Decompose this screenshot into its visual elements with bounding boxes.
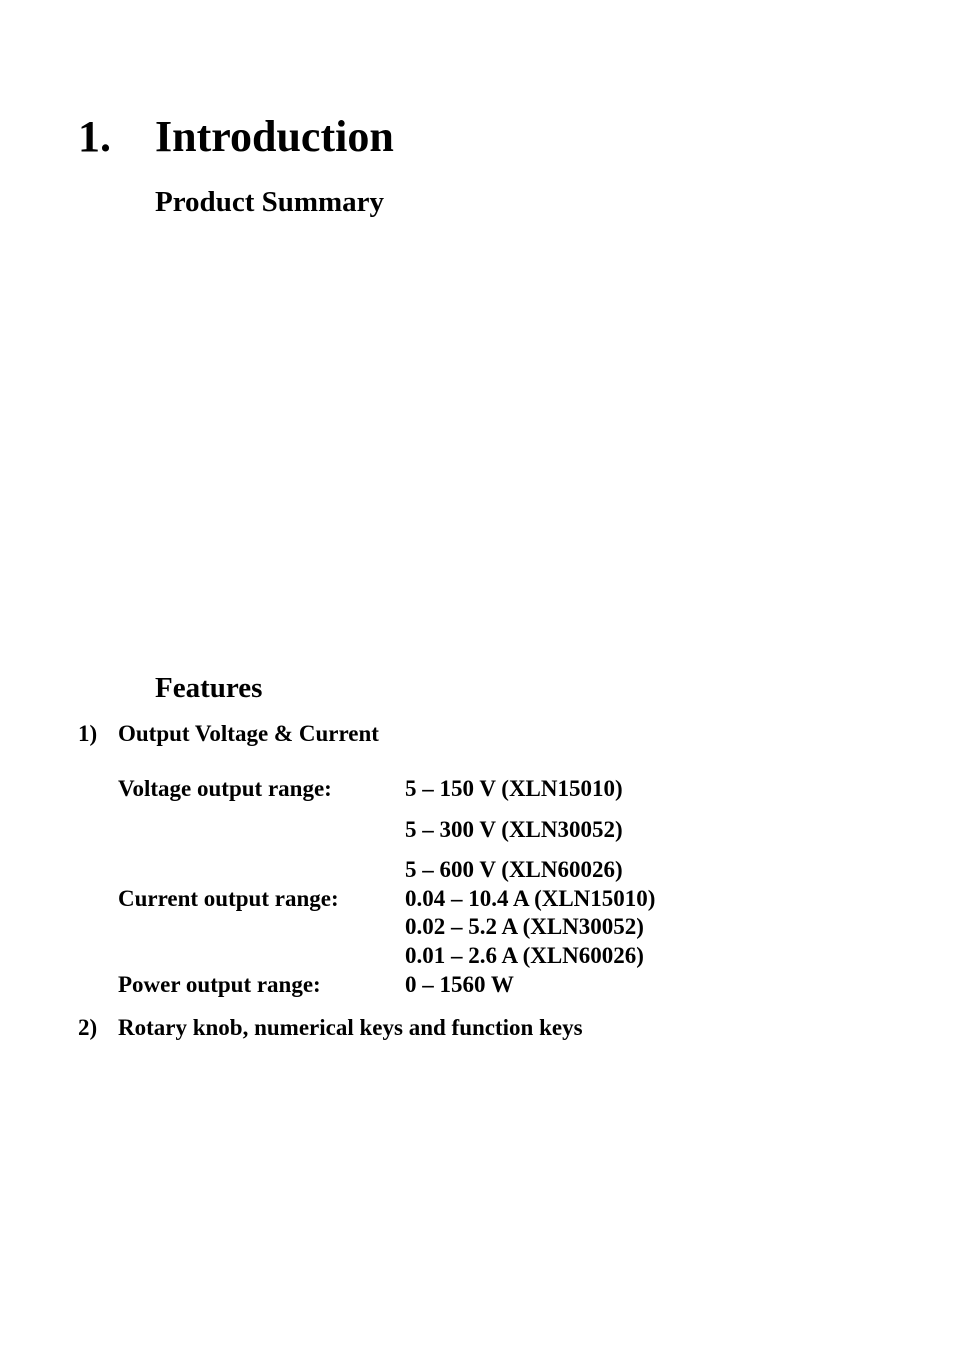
power-range-value: 0 – 1560 W (405, 972, 514, 997)
chapter-title: Introduction (155, 112, 394, 161)
current-range-value-1: 0.04 – 10.4 A (XLN15010) (405, 886, 656, 911)
power-range-label: Power output range: (118, 972, 321, 997)
feature-2-title: Rotary knob, numerical keys and function keys (118, 1015, 583, 1040)
section-heading-features: Features (155, 672, 263, 704)
feature-2-number: 2) (78, 1015, 98, 1040)
voltage-range-value-2: 5 – 300 V (XLN30052) (405, 817, 623, 842)
current-range-value-3: 0.01 – 2.6 A (XLN60026) (405, 943, 644, 968)
voltage-range-value-3: 5 – 600 V (XLN60026) (405, 857, 623, 882)
current-range-label: Current output range: (118, 886, 339, 911)
section-heading-product-summary: Product Summary (155, 186, 385, 218)
chapter-number: 1. (78, 112, 111, 161)
feature-1-title: Output Voltage & Current (118, 721, 379, 746)
voltage-range-value-1: 5 – 150 V (XLN15010) (405, 776, 623, 801)
current-range-value-2: 0.02 – 5.2 A (XLN30052) (405, 914, 644, 939)
feature-1-number: 1) (78, 721, 98, 746)
voltage-range-label: Voltage output range: (118, 776, 332, 801)
